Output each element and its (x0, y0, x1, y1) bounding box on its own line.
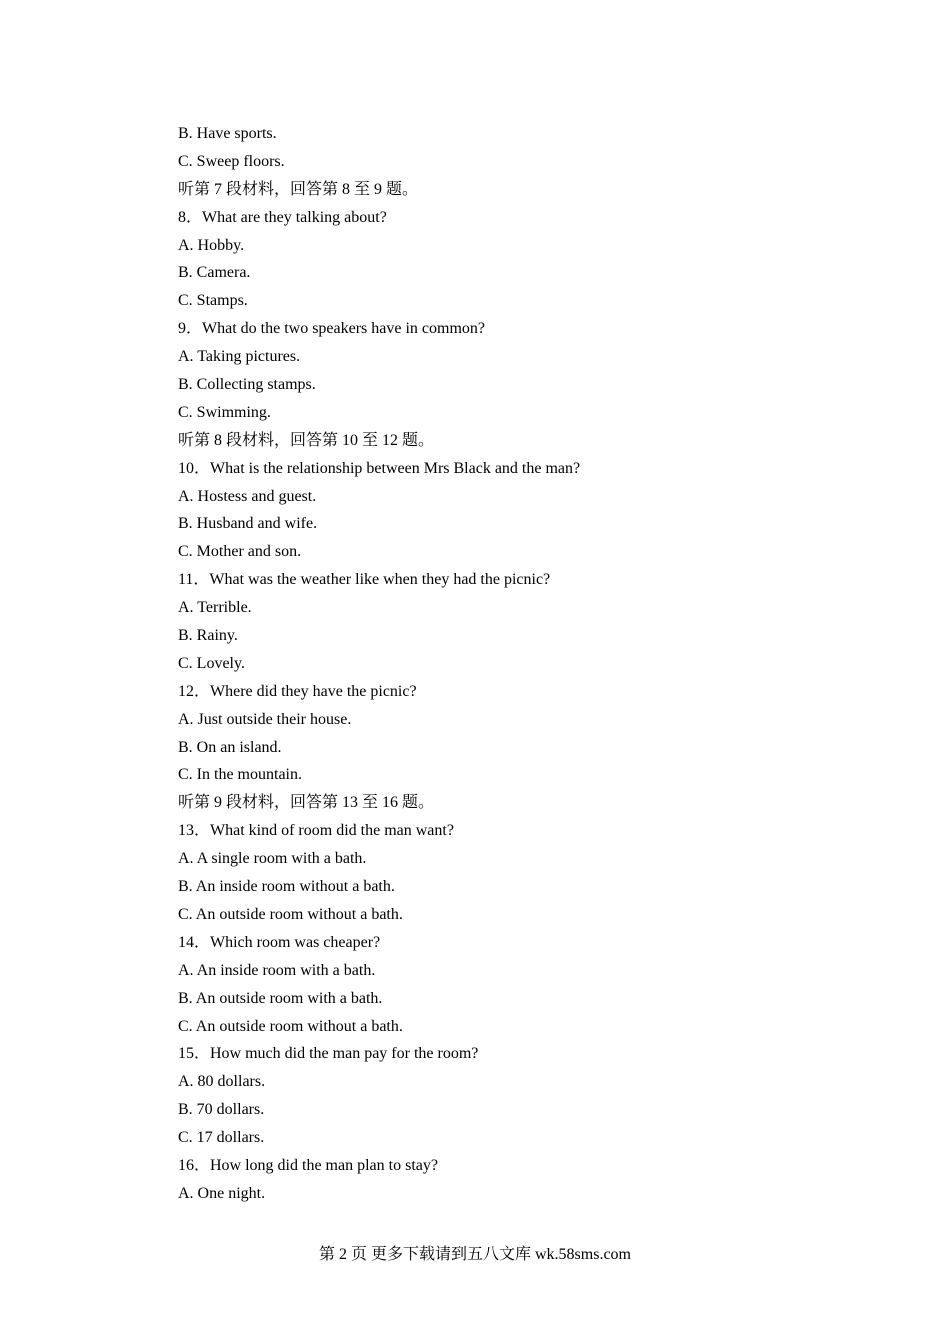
question-line: 16．How long did the man plan to stay? (178, 1156, 438, 1174)
option-line: A. A single room with a bath. (178, 850, 367, 868)
option-line: B. Have sports. (178, 125, 277, 142)
page-footer: 第 2 页 更多下载请到五八文库 wk.58sms.com (318, 1246, 631, 1263)
option-line: B. Husband and wife. (178, 515, 318, 533)
question-line: 15．How much did the man pay for the room? (178, 1045, 479, 1063)
option-line: C. Mother and son. (178, 543, 302, 561)
option-line: A. An inside room with a bath. (178, 961, 376, 979)
option-line: A. Taking pictures. (178, 348, 301, 366)
option-line: B. Camera. (178, 264, 251, 282)
question-line: 11．What was the weather like when they had the picnic? (178, 571, 551, 589)
option-line: B. Collecting stamps. (178, 376, 316, 394)
option-line: C. An outside room without a bath. (178, 905, 403, 923)
question-line: 9．What do the two speakers have in common? (178, 320, 486, 338)
option-line: C. Swimming. (178, 403, 271, 421)
option-line: C. An outside room without a bath. (178, 1017, 403, 1035)
section-instruction: 听第 9 段材料，回答第 13 至 16 题。 (178, 794, 435, 812)
question-line: 10．What is the relationship between Mrs Black and the man? (178, 459, 581, 477)
option-line: A. Hobby. (178, 236, 245, 254)
option-line: C. Sweep floors. (178, 152, 285, 170)
option-line: A. Terrible. (178, 599, 252, 617)
question-line: 8．What are they talking about? (178, 208, 387, 226)
option-line: B. An outside room with a bath. (178, 989, 383, 1007)
option-line: C. In the mountain. (178, 766, 302, 784)
option-line: C. Stamps. (178, 292, 248, 310)
section-instruction: 听第 8 段材料，回答第 10 至 12 题。 (178, 431, 435, 449)
option-line: B. An inside room without a bath. (178, 878, 395, 896)
option-line: B. On an island. (178, 738, 282, 756)
question-line: 13．What kind of room did the man want? (178, 822, 454, 840)
option-line: C. Lovely. (178, 654, 245, 672)
option-line: B. 70 dollars. (178, 1101, 265, 1119)
option-line: C. 17 dollars. (178, 1129, 265, 1147)
option-line: A. Hostess and guest. (178, 487, 317, 505)
question-line: 14．Which room was cheaper? (178, 933, 381, 951)
option-line: B. Rainy. (178, 627, 238, 645)
option-line: A. Just outside their house. (178, 710, 352, 728)
page-body (178, 120, 878, 1208)
section-instruction: 听第 7 段材料，回答第 8 至 9 题。 (178, 180, 419, 198)
option-line: A. 80 dollars. (178, 1073, 266, 1091)
question-line: 12．Where did they have the picnic? (178, 682, 417, 700)
option-line: A. One night. (178, 1184, 266, 1202)
